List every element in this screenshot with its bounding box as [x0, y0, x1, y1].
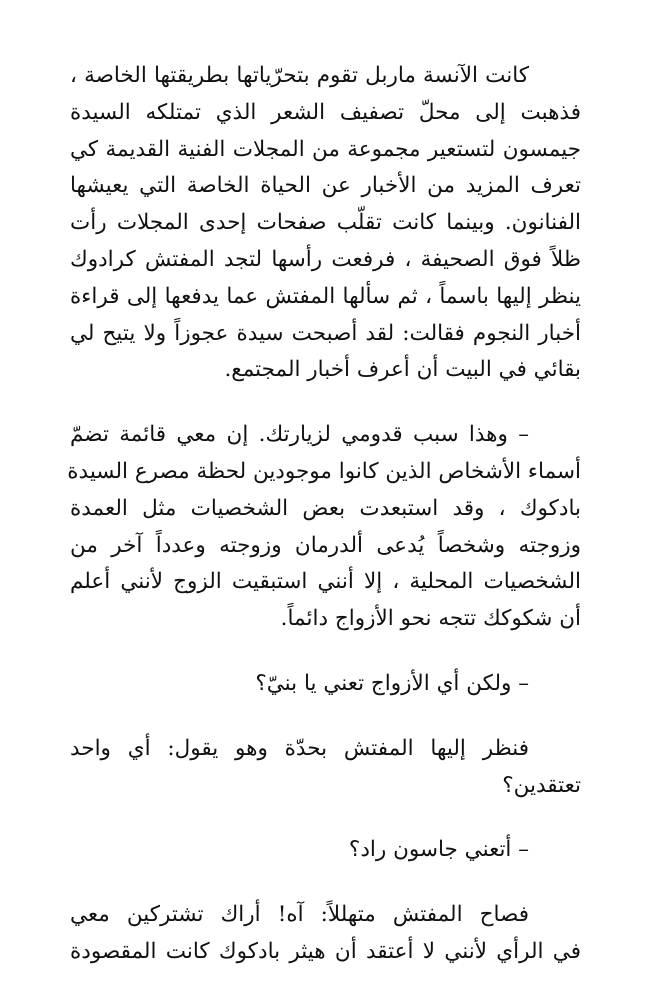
text-line: ينظر إليها باسماً ، ثم سألها المفتش عما يدفعها إلى قراءة: [70, 283, 581, 309]
text-line: الشخصيات المحلية ، إلا أنني استبقيت الزوج لأنني أعلم: [70, 569, 581, 595]
text-line: – أتعني جاسون راد؟: [348, 837, 529, 863]
text-line: – وهذا سبب قدومي لزيارتك. إن معي قائمة تضمّ: [70, 422, 529, 448]
text-line: أن شكوكك تتجه نحو الأزواج دائماً.: [280, 606, 581, 632]
text-line: فذهبت إلى محلّ تصفيف الشعر الذي تمتلكه السيدة: [70, 99, 581, 125]
paragraph-4: [70, 731, 581, 805]
text-line: ظلاً فوق الصحيفة ، فرفعت رأسها لتجد المفتش كرادوك: [70, 246, 581, 272]
paragraph-3: [70, 666, 581, 703]
text-line: كانت الآنسة ماربل تقوم بتحرّياتها بطريقتها الخاصة ،: [70, 63, 529, 88]
text-line: – ولكن أي الأزواج تعني يا بنيّ؟: [255, 670, 529, 696]
text-line: تعتقدين؟: [502, 772, 581, 798]
paragraph-1: [70, 58, 581, 389]
text-line: فنظر إليها المفتش بحدّة وهو يقول: أي واحد: [70, 735, 529, 761]
text-line: بادكوك ، وقد استبعدت بعض الشخصيات مثل العمدة: [70, 495, 581, 521]
text-line: وزوجته وشخصاً يُدعى ألدرمان وزوجته وعدداً آخر من: [70, 532, 581, 558]
text-line: فصاح المفتش متهللاً: آه! أراك تشتركين معي: [70, 902, 529, 928]
text-line: في الرأي لأنني لا أعتقد أن هيثر بادكوك كانت المقصودة: [70, 938, 581, 964]
text-line: أخبار النجوم فقالت: لقد أصبحت سيدة عجوزاً ولا يتيح لي: [70, 320, 581, 346]
text-line: بقائي في البيت أن أعرف أخبار المجتمع.: [224, 357, 581, 383]
book-page: [67, 58, 581, 1000]
paragraph-6: [70, 897, 581, 971]
paragraph-2: [67, 417, 581, 638]
text-line: تعرف المزيد من الأخبار عن الحياة الخاصة التي يعيشها: [70, 173, 581, 199]
text-line: جيمسون لتستعير مجموعة من المجلات الفنية القديمة كي: [70, 136, 581, 162]
text-line: أسماء الأشخاص الذين كانوا موجودين لحظة مصرع السيدة: [67, 458, 581, 484]
text-line: الفنانون. وبينما كانت تقلّب صفحات إحدى المجلات رأت: [70, 210, 581, 236]
paragraph-5: [70, 832, 581, 869]
